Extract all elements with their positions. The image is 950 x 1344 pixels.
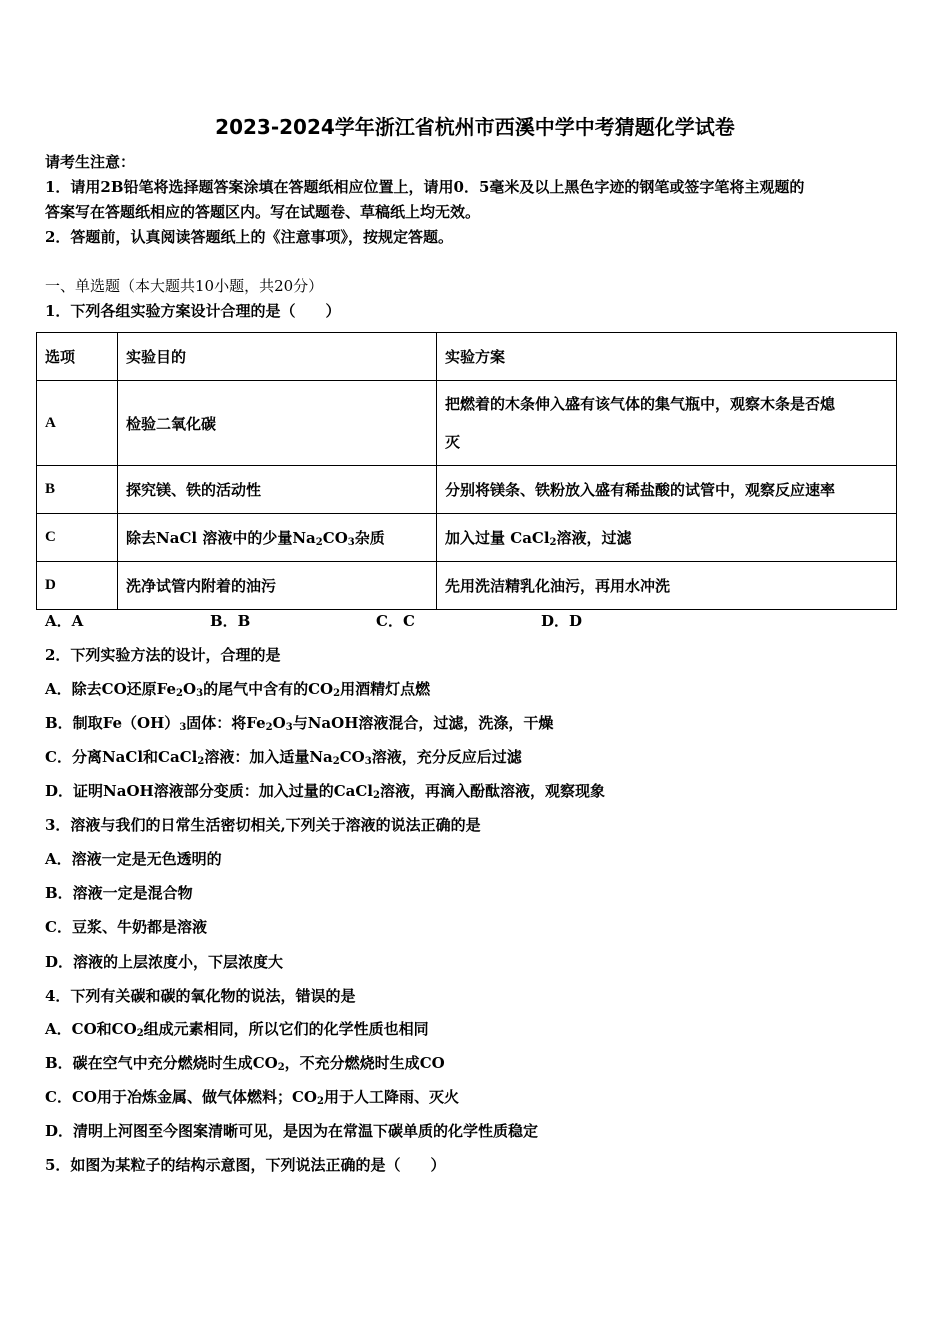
subscript: 3 (179, 722, 187, 733)
plan-line: 把燃着的木条伸入盛有该气体的集气瓶中，观察木条是否熄 (445, 395, 836, 413)
question-2-option-a[interactable] (45, 679, 430, 699)
text-run: A．除去 (45, 680, 102, 698)
subscript: 2 (136, 1028, 144, 1039)
question-3-option-a[interactable]: A．溶液一定是无色透明的 (45, 850, 222, 868)
formula-text: CO (322, 529, 348, 547)
page-title: 2023-2024学年浙江省杭州市西溪中学中考猜题化学试卷 (215, 115, 735, 139)
table-cell-option: C (37, 514, 118, 562)
text-run: 溶液部分变质：加入过量的 (153, 782, 334, 800)
option-a[interactable]: A．A (45, 612, 84, 630)
table-header-cell: 选项 (37, 333, 118, 381)
table-cell-option: A (37, 381, 118, 466)
text-run: 杂质 (354, 529, 385, 547)
subscript: 2 (332, 756, 340, 767)
formula-text: NaOH (103, 782, 154, 800)
text-run: C．分离 (45, 748, 102, 766)
text-run: 与 (292, 714, 308, 732)
formula-text: Na (292, 529, 316, 547)
formula-text: NaCl (156, 529, 198, 547)
question-2-option-c[interactable] (45, 747, 522, 767)
table-cell-option: D (37, 562, 118, 610)
subscript: 2 (317, 1096, 324, 1107)
table-header-cell: 实验目的 (118, 333, 437, 381)
question-4-option-d[interactable]: D．清明上河图至今图案清晰可见，是因为在常温下碳单质的化学性质稳定 (45, 1122, 539, 1140)
formula-text: Fe (246, 714, 266, 732)
formula-text: O (272, 714, 286, 732)
text-run: 组成元素相同，所以它们的化学性质也相同 (143, 1020, 429, 1038)
formula-text: CO (101, 680, 127, 698)
text-run: 用酒精灯点燃 (340, 680, 431, 698)
question-4-option-b[interactable] (45, 1053, 445, 1073)
text-run: 加入过量 (445, 529, 506, 547)
formula-text: CO (71, 1088, 97, 1106)
table-row (37, 514, 897, 562)
text-run: C． (45, 1088, 72, 1106)
notice-line-1: 1．请用2B铅笔将选择题答案涂填在答题纸相应位置上，请用0．5毫米及以上黑色字迹的钢笔或签字笔将主观题的 (45, 178, 805, 196)
table-cell-purpose: 探究镁、铁的活动性 (118, 466, 437, 514)
question-3-option-c[interactable]: C．豆浆、牛奶都是溶液 (45, 918, 207, 936)
notice-line-2: 答案写在答题纸相应的答题区内。写在试题卷、草稿纸上均无效。 (45, 203, 481, 221)
subscript: 2 (549, 537, 557, 548)
subscript: 3 (364, 756, 372, 767)
subscript: 2 (333, 688, 341, 699)
notice-heading: 请考生注意： (45, 153, 136, 171)
question-5-stem: 5．如图为某粒子的结构示意图，下列说法正确的是（ ） (45, 1156, 446, 1174)
formula-text: O (183, 680, 197, 698)
section-heading: 一、单选题（本大题共10小题，共20分） (45, 277, 324, 295)
text-run: A． (45, 1020, 72, 1038)
text-run: 固体：将 (186, 714, 247, 732)
table-cell-plan (437, 514, 897, 562)
formula-text: CaCl (510, 529, 550, 547)
text-run: 溶液，过滤 (556, 529, 632, 547)
table-cell-purpose: 检验二氧化碳 (118, 381, 437, 466)
subscript: 2 (197, 756, 205, 767)
formula-text: CO (419, 1054, 445, 1072)
subscript: 2 (373, 790, 380, 801)
formula-text: CO (71, 1020, 97, 1038)
question-1-stem: 1．下列各组实验方案设计合理的是（ ） (45, 302, 341, 320)
formula-text: CaCl (158, 748, 198, 766)
question-2-option-d[interactable] (45, 781, 605, 801)
question-4-stem: 4．下列有关碳和碳的氧化物的说法，错误的是 (45, 987, 356, 1005)
subscript: 3 (347, 537, 355, 548)
question-4-option-a[interactable] (45, 1019, 429, 1039)
text-run: 用于人工降雨、灭火 (323, 1088, 459, 1106)
subscript: 2 (176, 688, 184, 699)
table-cell-plan: 分别将镁条、铁粉放入盛有稀盐酸的试管中，观察反应速率 (437, 466, 897, 514)
text-run: 和 (96, 1020, 112, 1038)
text-run: 溶液，充分反应后过滤 (371, 748, 522, 766)
table-cell-purpose: 洗净试管内附着的油污 (118, 562, 437, 610)
text-run: 除去 (126, 529, 157, 547)
table-cell-plan (437, 381, 897, 466)
formula-text: CO (111, 1020, 137, 1038)
notice-line-3: 2．答题前，认真阅读答题纸上的《注意事项》，按规定答题。 (45, 228, 453, 246)
text-run: ，不充分燃烧时生成 (284, 1054, 420, 1072)
question-3-stem: 3．溶液与我们的日常生活密切相关,下列关于溶液的说法正确的是 (45, 816, 481, 834)
question-3-option-b[interactable]: B．溶液一定是混合物 (45, 884, 193, 902)
text-run: 用于冶炼金属、做气体燃料； (96, 1088, 292, 1106)
text-run: 溶液：加入适量 (204, 748, 310, 766)
formula-text: CO (252, 1054, 278, 1072)
table-header-cell: 实验方案 (437, 333, 897, 381)
plan-line: 灭 (445, 433, 461, 451)
text-run: 的尾气中含有的 (203, 680, 309, 698)
table-cell-plan: 先用洗洁精乳化油污，再用水冲洗 (437, 562, 897, 610)
table-row (37, 562, 897, 610)
text-run: B．碳在空气中充分燃烧时生成 (45, 1054, 253, 1072)
formula-text: CaCl (333, 782, 373, 800)
option-b[interactable]: B．B (210, 612, 251, 630)
subscript: 3 (285, 722, 293, 733)
text-run: 溶液中的少量 (202, 529, 293, 547)
text-run: 和 (143, 748, 159, 766)
question-2-stem: 2．下列实验方法的设计，合理的是 (45, 646, 281, 664)
option-c[interactable]: C．C (376, 612, 415, 630)
formula-text: Fe (156, 680, 177, 698)
text-run: 溶液，再滴入酚酞溶液，观察现象 (379, 782, 605, 800)
table-cell-purpose (118, 514, 437, 562)
text-run: B．制取 (45, 714, 103, 732)
formula-text: NaCl (101, 748, 144, 766)
formula-text: NaOH (307, 714, 359, 732)
text-run: 还原 (126, 680, 157, 698)
subscript: 2 (265, 722, 273, 733)
question-1-table (36, 332, 897, 610)
formula-text: Fe（OH） (102, 714, 180, 732)
question-4-option-c[interactable] (45, 1087, 459, 1107)
question-2-option-b[interactable] (45, 713, 553, 733)
subscript: 2 (315, 537, 323, 548)
text-run: D．证明 (45, 782, 104, 800)
formula-text: CO (339, 748, 365, 766)
formula-text: CO (308, 680, 334, 698)
subscript: 3 (196, 688, 204, 699)
table-row (37, 381, 897, 466)
question-3-option-d[interactable]: D．溶液的上层浓度小，下层浓度大 (45, 953, 284, 971)
option-d[interactable]: D．D (541, 612, 583, 630)
formula-text: Na (309, 748, 333, 766)
formula-text: CO (291, 1088, 317, 1106)
text-run: 溶液混合，过滤，洗涤，干燥 (358, 714, 554, 732)
table-header-row (37, 333, 897, 381)
table-row (37, 466, 897, 514)
table-cell-option: B (37, 466, 118, 514)
subscript: 2 (277, 1062, 285, 1073)
